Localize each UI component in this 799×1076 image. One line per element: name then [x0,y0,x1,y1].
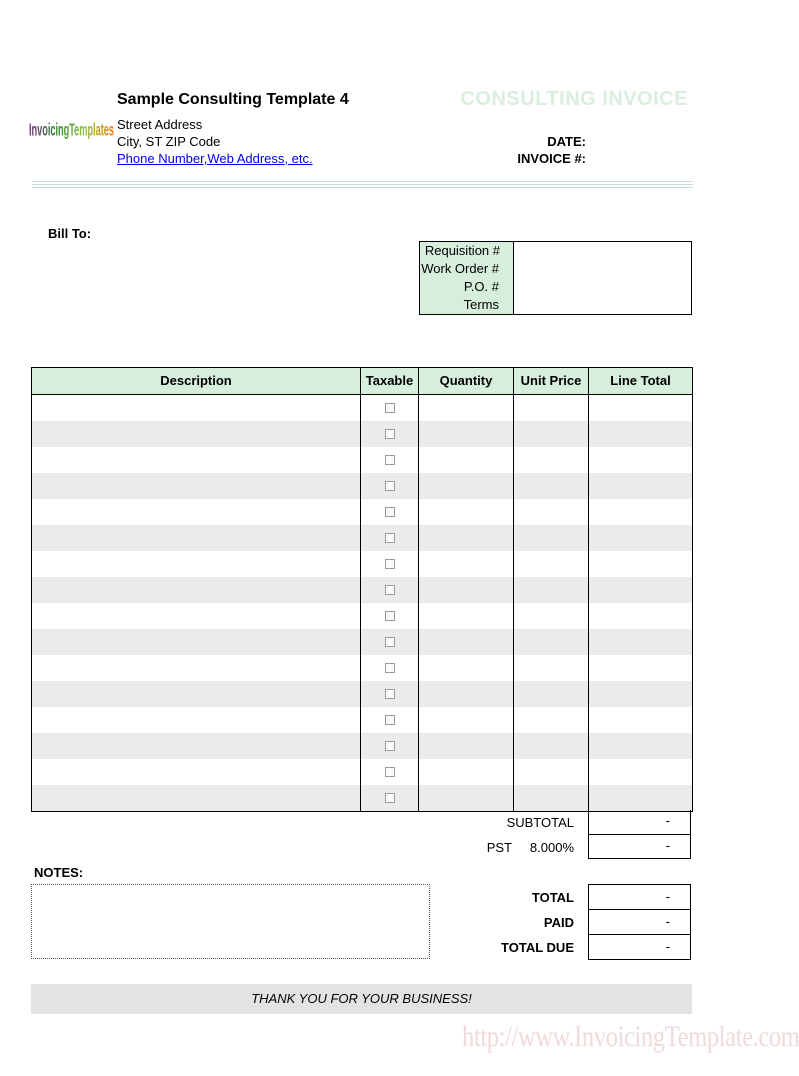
total-label: TOTAL [531,890,574,905]
line-total-cell [589,525,692,551]
invoicing-templates-logo [29,108,115,142]
taxable-checkbox[interactable] [385,403,395,413]
taxable-cell[interactable] [361,395,419,421]
taxable-checkbox[interactable] [385,689,395,699]
quantity-cell[interactable] [419,655,514,681]
unit-price-cell[interactable] [514,551,589,577]
description-cell[interactable] [32,733,361,759]
company-name: Sample Consulting Template 4 [117,91,349,108]
taxable-checkbox[interactable] [385,507,395,517]
description-cell[interactable] [32,629,361,655]
taxable-cell[interactable] [361,785,419,811]
taxable-cell[interactable] [361,499,419,525]
quantity-cell[interactable] [419,499,514,525]
taxable-cell[interactable] [361,629,419,655]
taxable-checkbox[interactable] [385,455,395,465]
description-cell[interactable] [32,551,361,577]
total-due-value: - [588,934,691,960]
taxable-cell[interactable] [361,733,419,759]
line-total-cell [589,759,692,785]
description-cell[interactable] [32,707,361,733]
quantity-cell[interactable] [419,421,514,447]
table-row [32,603,692,629]
company-city: City, ST ZIP Code [117,134,221,149]
line-total-cell [589,473,692,499]
taxable-checkbox[interactable] [385,637,395,647]
table-row [32,577,692,603]
notes-label: NOTES: [34,865,84,880]
unit-price-cell[interactable] [514,655,589,681]
description-cell[interactable] [32,759,361,785]
pst-rate[interactable]: 8.000% [529,840,574,855]
line-total-cell [589,707,692,733]
description-cell[interactable] [32,577,361,603]
table-body [32,395,692,811]
taxable-cell[interactable] [361,577,419,603]
col-quantity: Quantity [419,368,514,394]
description-cell[interactable] [32,681,361,707]
table-header [32,368,692,395]
po-label: P.O. # [463,279,499,294]
invoice-number-label: INVOICE #: [517,151,586,166]
unit-price-cell[interactable] [514,629,589,655]
line-total-cell [589,499,692,525]
reference-labels [420,242,514,314]
unit-price-cell[interactable] [514,603,589,629]
subtotal-value: - [588,810,691,835]
table-row [32,421,692,447]
quantity-cell[interactable] [419,395,514,421]
table-row [32,551,692,577]
pst-label: PST [486,840,512,855]
description-cell[interactable] [32,785,361,811]
taxable-checkbox[interactable] [385,715,395,725]
taxable-cell[interactable] [361,759,419,785]
taxable-checkbox[interactable] [385,481,395,491]
paid-label: PAID [543,915,574,930]
taxable-checkbox[interactable] [385,741,395,751]
quantity-cell[interactable] [419,577,514,603]
col-unit-price: Unit Price [514,368,589,394]
quantity-cell[interactable] [419,447,514,473]
unit-price-cell[interactable] [514,759,589,785]
taxable-checkbox[interactable] [385,559,395,569]
quantity-cell[interactable] [419,473,514,499]
unit-price-cell[interactable] [514,733,589,759]
description-cell[interactable] [32,421,361,447]
quantity-cell[interactable] [419,707,514,733]
taxable-cell[interactable] [361,603,419,629]
taxable-cell[interactable] [361,447,419,473]
invoice-title: CONSULTING INVOICE [460,88,688,110]
table-row [32,395,692,421]
description-cell[interactable] [32,447,361,473]
taxable-checkbox[interactable] [385,611,395,621]
total-value: - [588,884,691,910]
reference-box [419,241,692,315]
taxable-cell[interactable] [361,525,419,551]
taxable-cell[interactable] [361,421,419,447]
line-total-cell [589,395,692,421]
line-total-cell [589,785,692,811]
work-order-label: Work Order # [421,261,499,276]
col-line-total: Line Total [610,373,671,388]
unit-price-cell[interactable] [514,421,589,447]
table-row [32,499,692,525]
taxable-cell[interactable] [361,681,419,707]
watermark: http://www.InvoicingTemplate.com [462,1020,799,1053]
unit-price-cell[interactable] [514,785,589,811]
unit-price-cell[interactable] [514,525,589,551]
thank-you-banner: THANK YOU FOR YOUR BUSINESS! [31,984,692,1014]
table-row [32,707,692,733]
line-total-cell [589,421,692,447]
quantity-cell[interactable] [419,629,514,655]
line-total-cell [589,681,692,707]
terms-label: Terms [463,297,499,312]
date-label: DATE: [547,134,586,149]
taxable-cell[interactable] [361,473,419,499]
quantity-cell[interactable] [419,785,514,811]
taxable-cell[interactable] [361,551,419,577]
table-row [32,473,692,499]
quantity-cell[interactable] [419,681,514,707]
taxable-checkbox[interactable] [385,585,395,595]
line-total-cell [589,551,692,577]
requisition-label: Requisition # [424,243,500,258]
description-cell[interactable] [32,525,361,551]
table-row [32,733,692,759]
description-cell[interactable] [32,655,361,681]
line-total-cell [589,655,692,681]
unit-price-cell[interactable] [514,473,589,499]
company-contact-link[interactable]: Phone Number,Web Address, etc. [117,151,313,166]
svg-text:InvoicingTemplates: InvoicingTemplates [29,121,114,141]
description-cell[interactable] [32,603,361,629]
reference-values[interactable] [514,242,691,314]
unit-price-cell[interactable] [514,707,589,733]
taxable-cell[interactable] [361,655,419,681]
paid-value[interactable]: - [588,909,691,935]
table-row [32,447,692,473]
line-total-cell [589,603,692,629]
table-row [32,629,692,655]
line-total-cell [589,733,692,759]
notes-field[interactable] [31,884,430,959]
table-row [32,681,692,707]
unit-price-cell[interactable] [514,447,589,473]
table-row [32,759,692,785]
quantity-cell[interactable] [419,733,514,759]
table-row [32,655,692,681]
description-cell[interactable] [32,395,361,421]
line-total-cell [589,629,692,655]
unit-price-cell[interactable] [514,499,589,525]
table-row [32,785,692,811]
total-due-label: TOTAL DUE [501,940,574,955]
taxable-checkbox[interactable] [385,429,395,439]
header-divider [32,181,693,191]
taxable-checkbox[interactable] [385,767,395,777]
quantity-cell[interactable] [419,603,514,629]
unit-price-cell[interactable] [514,577,589,603]
pst-value: - [588,835,691,859]
subtotal-label: SUBTOTAL [506,815,574,830]
taxable-checkbox[interactable] [385,533,395,543]
col-description: Description [32,368,361,394]
taxable-checkbox[interactable] [385,663,395,673]
line-total-cell [589,447,692,473]
table-row [32,525,692,551]
line-total-cell [589,577,692,603]
quantity-cell[interactable] [419,759,514,785]
quantity-cell[interactable] [419,551,514,577]
description-cell[interactable] [32,473,361,499]
quantity-cell[interactable] [419,525,514,551]
unit-price-cell[interactable] [514,681,589,707]
description-cell[interactable] [32,499,361,525]
col-taxable: Taxable [361,368,419,394]
unit-price-cell[interactable] [514,395,589,421]
taxable-cell[interactable] [361,707,419,733]
taxable-checkbox[interactable] [385,793,395,803]
line-items-table [31,367,693,812]
company-street: Street Address [117,117,203,132]
bill-to-label: Bill To: [48,226,92,241]
